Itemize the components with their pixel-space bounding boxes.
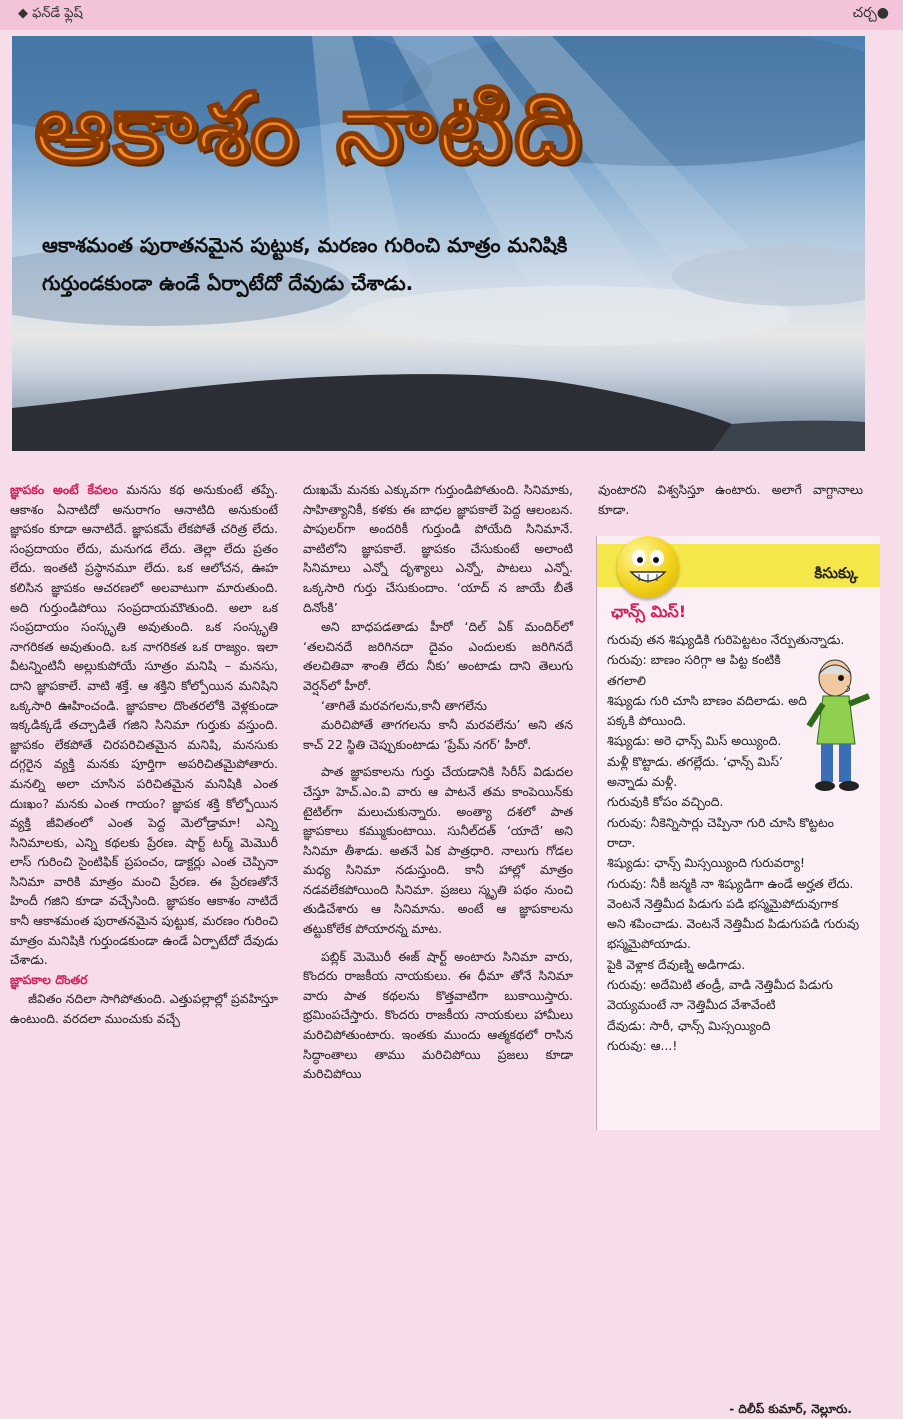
joke-title: ఛాన్స్ మిస్! [611,602,687,621]
joke-line: మళ్లీ కొట్టాడు. తగల్లేదు. ‘ఛాన్స్ మిస్’ అన్నాడు మళ్లీ. [607,753,783,790]
article-paragraph: పబ్లిక్ మెమొరీ ఈజ్ షార్ట్ అంటారు సినిమా వారు, కొందరు రాజకీయ నాయకులు. ఈ ధీమా తోనే సినిమా వారు పాత కథలను కొత్తవాటిగా బుకాయిస్తారు. భ్రమింపచేస్తారు. కొందరు రాజకీయ నాయకులు హామీలు మరిచిపోతుంటారు. ఇంతకు ముందు ఆత్మకథలో రాసిన సిద్ధాంతాలు తాము మరిచిపోయి ప్రజలు కూడా మరిచిపోయి [303,948,573,1082]
article-paragraph [10,480,278,970]
article-subheading: జ్ఞాపకాల దొంతర [10,971,88,987]
article-column-3 [598,480,863,519]
article-paragraph: మరిచిపోతే తాగగలను కానీ మరవలేను’ అని తన కాచ్ 22 స్థితి చెప్పుకుంటాడు ‘ప్రేమ్ నగర్’ హీరో. [303,717,573,752]
joke-line: గురువు: బాణం సరిగ్గా ఆ పిట్ట కంటికి తగలాలి [607,652,781,688]
joke-line: గురువు: అదేమిటి తండ్రీ, వాడి నెత్తిమీద పిడుగు వెయ్యమంటే నా నెత్తిమీద వేశావేంటి [607,977,833,1013]
joke-box-title: కిసుక్కు [814,564,858,582]
joke-line: గురువు: నీకీ జన్మకి నా శిష్యుడిగా ఉండే అర్హత లేదు. వెంటనే నెత్తిమీద పిడుగు పడి భస్మమైపోదువుగాక [607,875,854,911]
joke-line: గురువు: ఆ...! [607,1037,678,1053]
joke-line: గురువు: నీకెన్నిసార్లు చెప్పినా గురి చూసి కొట్టటం రాదా. [607,814,834,850]
article-paragraph: ‘తాగితే మరవగలను,కానీ తాగలేను [321,697,488,713]
joke-box [596,536,880,1416]
article-column-1 [10,480,278,1029]
article-paragraph: దుఃఖమే మనకు ఎక్కువగా గుర్తుండిపోతుంది. సినిమాకు, సాహిత్యానికీ, కళకు ఈ బాధల జ్ఞాపకాలే పెద్ద ఆలంబన. పాపులర్‌గా అందరికీ గుర్తుండి పోయేది సినిమానే. వాటిలోని జ్ఞాపకాలే. జ్ఞాపకం చేసుకుంటే అలాంటి సినిమాలు ఎన్నో దృశ్యాలు ఎన్నో, పాటలు ఎన్నో. ఒక్కసారి గుర్తు చేసుకుందాం. ‘యాద్ న జాయే బీతే దినోంకి’ [303,482,573,615]
joke-line: దేవుడు: సారీ, ఛాన్స్ మిస్సయ్యింది [607,1017,771,1033]
headline: ఆకాశం నాటిది [34,72,584,184]
joke-line: శిష్యుడు: ఛాన్స్ మిస్సయ్యింది గురువర్యా! [607,855,805,871]
section-label: ◆ ఫన్‌డే ఫ్లెష్ [18,6,83,21]
headline-subtitle: ఆకాశమంత పురాతనమైన పుట్టుక, మరణం గురించి మాత్రం మనిషికి గుర్తుండకుండా ఉండే ఏర్పాటేదో దేవుడు చేశాడు. [42,233,568,295]
article-paragraph: అని బాధపడతాడు హీరో ‘దిల్ ఏక్ మందిర్‌లో ‘తలచినదే జరిగినదా దైవం ఎందులకు జరిగినదే తలచితివా శాంతి లేదు నీకు’ అంటాడు దాని తెలుగు వెర్షన్‌లో హీరో. [303,619,573,693]
joke-line: పైకి వెళ్లాక దేవుణ్ని అడిగాడు. [607,956,746,972]
joke-line: అని శపించాడు. వెంటనే నెత్తిమీద పిడుగుపడి గురువు భస్మమైపోయాడు. [607,916,860,952]
joke-line: శిష్యుడు గురి చూసి బాణం వదిలాడు. అది పక్కకి పోయింది. [607,692,807,729]
article-column-2 [303,480,573,1084]
page-section-tag: చర్చ● [852,5,889,21]
smiley-icon [617,536,679,598]
lead-keyword: జ్ఞాపకం అంటే కేవలం [10,482,118,497]
hero-image [12,36,865,451]
article-paragraph: పాత జ్ఞాపకాలను గుర్తు చేయడానికి సిరీస్ విడుదల చేస్తూ హెచ్.ఎం.వి వారు ఆ పాటనే తమ కాంపెయిన్‌కు టైటిల్‌గా మలుచుకున్నారు. అంత్యా దశలో పాత జ్ఞాపకాలు కమ్ముకుంటాయి. సునీల్‌దత్ ‘యాదే’ అని సినిమా తీశాడు. అతనే ఏక పాత్రధారి. నాలుగు గోడల మధ్య సినిమా నడుస్తుంది. కానీ హాల్లో మాత్రం నడవలేకపోయింది సినిమా. ప్రజలు స్మృతి పథం నుంచి తుడిచేశారు ఆ సినిమాను. అంటే ఆ జ్ఞాపకాలను తట్టుకోలేక పోయారన్న మాట. [303,764,573,937]
joke-line: గురువు తన శిష్యుడికి గురిపెట్టటం నేర్పుతున్నాడు. [607,632,845,647]
joke-text [607,630,865,1056]
joke-box-header [597,544,880,587]
joke-line: గురువుకి కోపం వచ్చింది. [607,794,724,810]
article-paragraph: జీవితం నదిలా సాగిపోతుంది. ఎత్తుపల్లాల్లో ప్రవహిస్తూ ఉంటుంది. వరదలా ముంచుకు వచ్చే [10,991,278,1027]
paragraph-text: మనసు కథ అనుకుంటే తప్పే. ఆకాశం ఏనాటిదో అనురాగం ఆనాటిది అనుకుంటే జ్ఞాపకం కూడా ఆనాటిదే. జ్ఞాపకమే లేకపోతే చరిత్ర లేదు. సంప్రదాయం లేదు, మనుగడ లేదు. తెల్లా లేదు ప్రతం లేదు. ఇంతటి ప్రస్థానమూ లేదు. ఒక ఆలోచన, ఊహ కలిసిన జ్ఞాపకం ఆచరణలో అలవాటుగా మారుతుంది. అది గుర్తుండిపోయి సంప్రదాయమౌతుంది. అలా ఒక సంప్రదాయం సంస్కృతి అవుతుంది. ఒక సంస్కృతి నాగరికత అవుతుంది. ఒక నాగరికత ఒక రాజ్యం. ఇలా వీటన్నింటినీ అల్లుకుపోయే సూత్రం మనిషి – మనసు, దాని జ్ఞాపకాలే. వాటి శక్తే. ఆ శక్తిని కోల్పోయిన మనిషిని ఒక్కసారి ఊహించండి. జ్ఞాపకాల దొంతరలోకి వెళ్లకుండా ఇక్కడిక్కడే తచ్చాడితే గజిని సినిమా గుర్తుకు వస్తుంది. జ్ఞాపకం లేకపోతే చిరపరిచితమైన మనిషి, మనసుకు దగ్గరైన వ్యక్తి మనకు పూర్తిగా అపరిచితమైపోతారు. మనల్ని అలా చూసిన పరిచితమైన మనిషికి ఎంత దుఃఖం? మనకు ఎంత గాయం? జ్ఞాపక శక్తి కోల్పోయిన వ్యక్తి జీవితంలో ఎంత పెద్ద మెలోడ్రామా! ఎన్ని సినిమాలకు, ఎన్ని కథలకు ప్రేరణ. షార్ట్ టర్మ్ మెమొరీ లాస్ గురించి సైంటిఫిక్ ప్రపంచం, డాక్టర్లు ఎంత చెప్పినా సినిమా వారికి మాత్రం మంచి ప్రేరణ. ఈ ప్రేరణతోనే హిందీ గజిని కూడా వచ్చేసింది. జ్ఞాపకం ఆకాశం నాటిదే కానీ ఆకాశమంత పురాతనమైన పుట్టుక, మరణం గురించి మాత్రం మనిషికి గుర్తుండకుండా ఉండే ఏర్పాటేదో దేవుడు చేశాడు. [10,482,279,968]
page-header-bar [0,0,903,30]
joke-credit: - దిలీప్ కుమార్, నెల్లూరు. [729,1402,852,1416]
joke-line: శిష్యుడు: అరె ఛాన్స్ మిస్ అయ్యింది. [607,733,782,749]
article-paragraph: వుంటారని విశ్వసిస్తూ ఉంటారు. అలాగే వాగ్దానాలు కూడా. [598,482,863,517]
smiley-face-icon [617,536,679,598]
